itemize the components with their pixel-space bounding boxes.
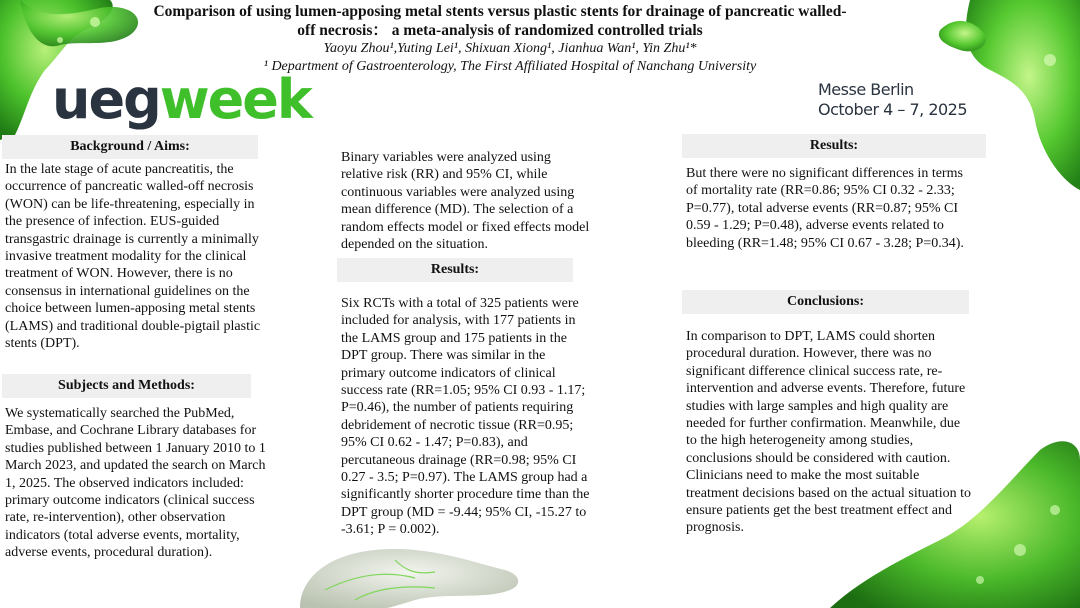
logo-week-text: week — [159, 68, 311, 131]
results-heading-1: Results: — [337, 258, 573, 282]
conclusions-text: In comparison to DPT, LAMS could shorten procedural duration. However, there was no significant difference clinical success rate, re-intervention and adverse events. Therefore, future studies with large samples and high quality are needed for further confirmation. Meanwhile, due to the high heterogeneity among studies, conclusions should be considered with caution. Clinicians need to make the most suitable treatment decisions based on the actual situation to ensure patients get the best treatment effect and prognosis. — [686, 329, 971, 536]
methods-heading: Subjects and Methods: — [2, 374, 251, 398]
author-list: Yaoyu Zhou¹,Yuting Lei¹, Shixuan Xiong¹, Jianhua Wan¹, Yin Zhu¹* — [323, 41, 697, 56]
affiliation: ¹ Department of Gastroenterology, The First Affiliated Hospital of Nanchang University — [263, 59, 757, 74]
results-heading-2: Results: — [682, 134, 986, 158]
conclusions-heading: Conclusions: — [682, 290, 969, 314]
poster-title: Comparison of using lumen-apposing metal stents versus plastic stents for drainage of pancreatic walled-off necrosis： a meta-analysis of randomized controlled trials — [153, 3, 847, 39]
methods-continued-text: Binary variables were analyzed using relative risk (RR) and 95% CI, while continuous variables were analyzed using mean difference (MD). The selection of a random effects model or fixed effects model depended on the situation. — [341, 150, 590, 253]
results-text-1: Six RCTs with a total of 325 patients were included for analysis, with 177 patients in the LAMS group and 175 patients in the DPT group. There was similar in the primary outcome indicators of clinical success rate (RR=1.05; 95% CI 0.93 - 1.17; P=0.46), the number of patients requiring debridement of necrotic tissue (RR=0.95; 95% CI 0.62 - 1.47; P=0.83), and percutaneous drainage (RR=0.98; 95% CI 0.27 - 3.5; P=0.97). The LAMS group had a significantly shorter procedure time than the DPT group (MD = -9.44; 95% CI, -15.27 to -3.61; P = 0.002). — [341, 296, 590, 538]
logo-ueg-text: ueg — [52, 68, 160, 131]
event-info — [818, 80, 967, 120]
event-venue: Messe Berlin — [818, 80, 914, 99]
decorative-organ-illustration — [295, 530, 525, 608]
ueg-week-logo — [52, 70, 311, 130]
results-text-2: But there were no significant differences in terms of mortality rate (RR=0.86; 95% CI 0.32 - 2.33; P=0.77), total adverse events (RR=0.87; 95% CI 0.59 - 1.29; P=0.48), adverse events related to bleeding (RR=1.48; 95% CI 0.67 - 3.28; P=0.34). — [686, 166, 964, 251]
background-heading: Background / Aims: — [2, 135, 258, 159]
event-dates: October 4 – 7, 2025 — [818, 100, 968, 119]
methods-text: We systematically searched the PubMed, Embase, and Cochrane Library databases for studies published between 1 January 2010 to 1 March 2023, and updated the search on March 1, 2025. The observed indicators included: primary outcome indicators (clinical success rate, re-intervention), other observation indicators (total adverse events, mortality, adverse events, procedural duration). — [5, 406, 266, 561]
background-text: In the late stage of acute pancreatitis, the occurrence of pancreatic walled-off necrosis (WON) can be life-threatening, especially in the presence of infection. EUS-guided transgastric drainage is currently a minimally invasive treatment modality for the clinical treatment of WON. However, there is no consensus in international guidelines on the choice between lumen-apposing metal stents (LAMS) and traditional double-pigtail plastic stents (DPT). — [5, 162, 261, 352]
